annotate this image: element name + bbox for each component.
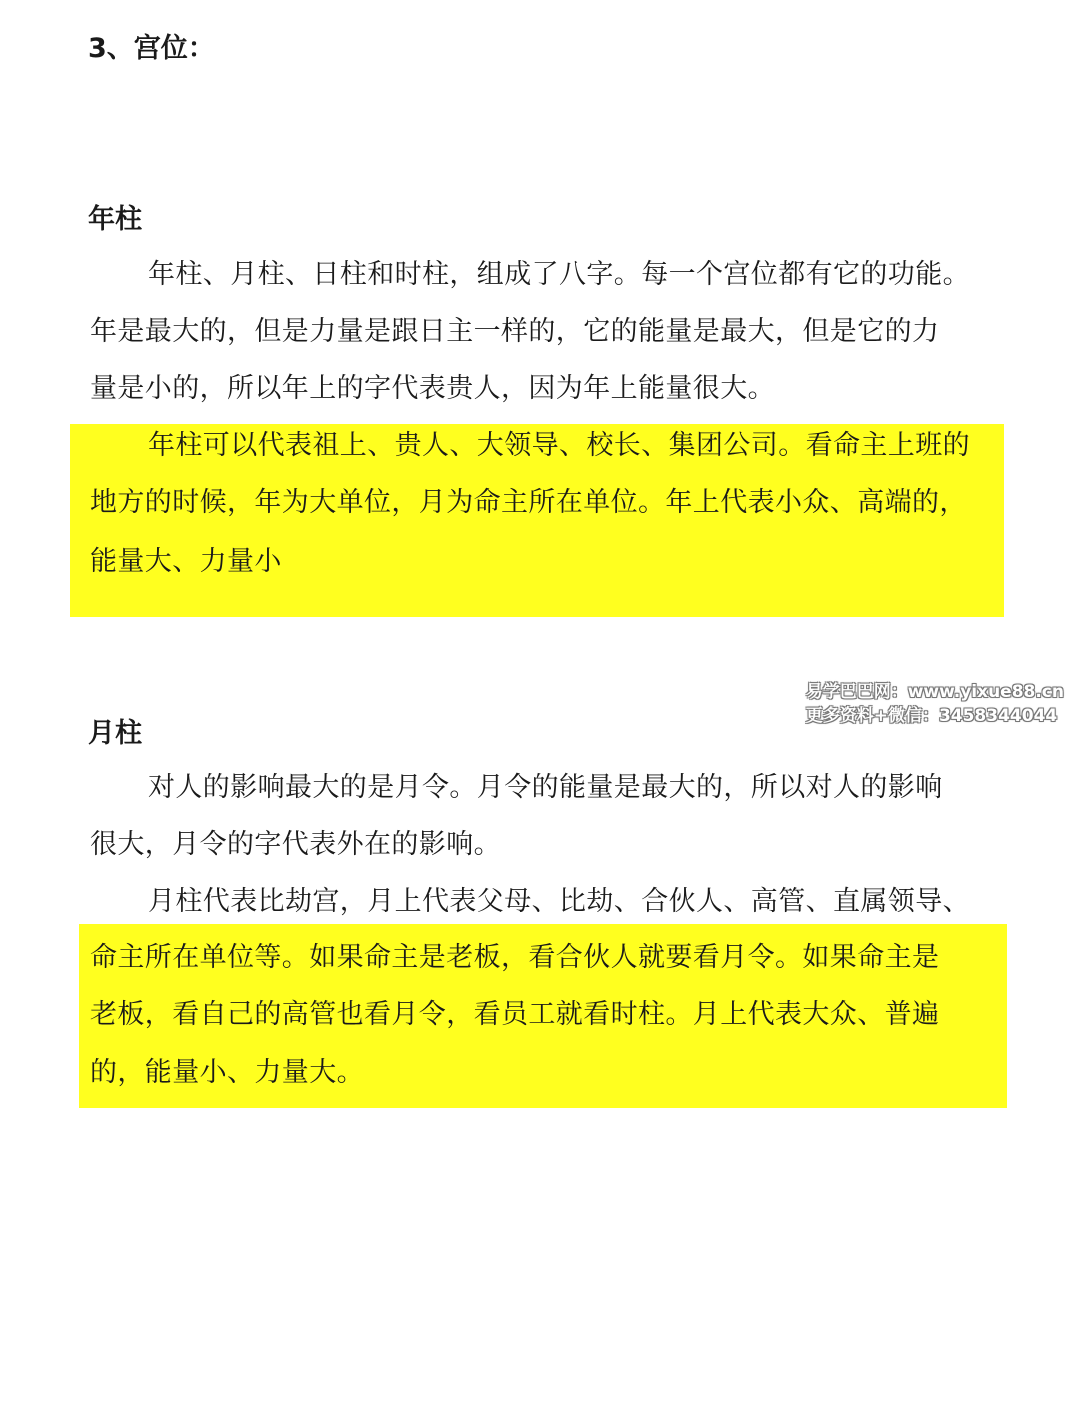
year-pillar-heading: 年柱 xyxy=(88,204,142,235)
watermark-line: 易学巴巴网：www.yixue88.cn xyxy=(805,682,1064,702)
watermark-line: 更多资料+微信：3458344044 xyxy=(805,706,1058,726)
month-para2-line: 命主所在单位等。如果命主是老板，看合伙人就要看月令。如果命主是 xyxy=(90,942,940,973)
year-para2-line: 能量大、力量小 xyxy=(90,546,282,577)
month-para2-line: 的，能量小、力量大。 xyxy=(90,1057,364,1088)
section-title: 3、宫位： xyxy=(88,33,215,64)
month-para1-line: 对人的影响最大的是月令。月令的能量是最大的，所以对人的影响 xyxy=(148,772,943,803)
year-para2-line: 地方的时候，年为大单位，月为命主所在单位。年上代表小众、高端的， xyxy=(90,487,967,518)
year-para1-line: 量是小的，所以年上的字代表贵人，因为年上能量很大。 xyxy=(90,373,775,404)
watermark xyxy=(806,680,1064,728)
month-pillar-heading: 月柱 xyxy=(88,718,142,749)
year-para2-line: 年柱可以代表祖上、贵人、大领导、校长、集团公司。看命主上班的 xyxy=(148,430,970,461)
year-para1-line: 年柱、月柱、日柱和时柱，组成了八字。每一个宫位都有它的功能。 xyxy=(148,259,970,290)
year-para1-line: 年是最大的，但是力量是跟日主一样的，它的能量是最大，但是它的力 xyxy=(90,316,940,347)
month-para2-line: 月柱代表比劫宫，月上代表父母、比劫、合伙人、高管、直属领导、 xyxy=(148,886,970,917)
month-para1-line: 很大，月令的字代表外在的影响。 xyxy=(90,829,501,860)
month-para2-line: 老板，看自己的高管也看月令，看员工就看时柱。月上代表大众、普遍 xyxy=(90,999,940,1030)
